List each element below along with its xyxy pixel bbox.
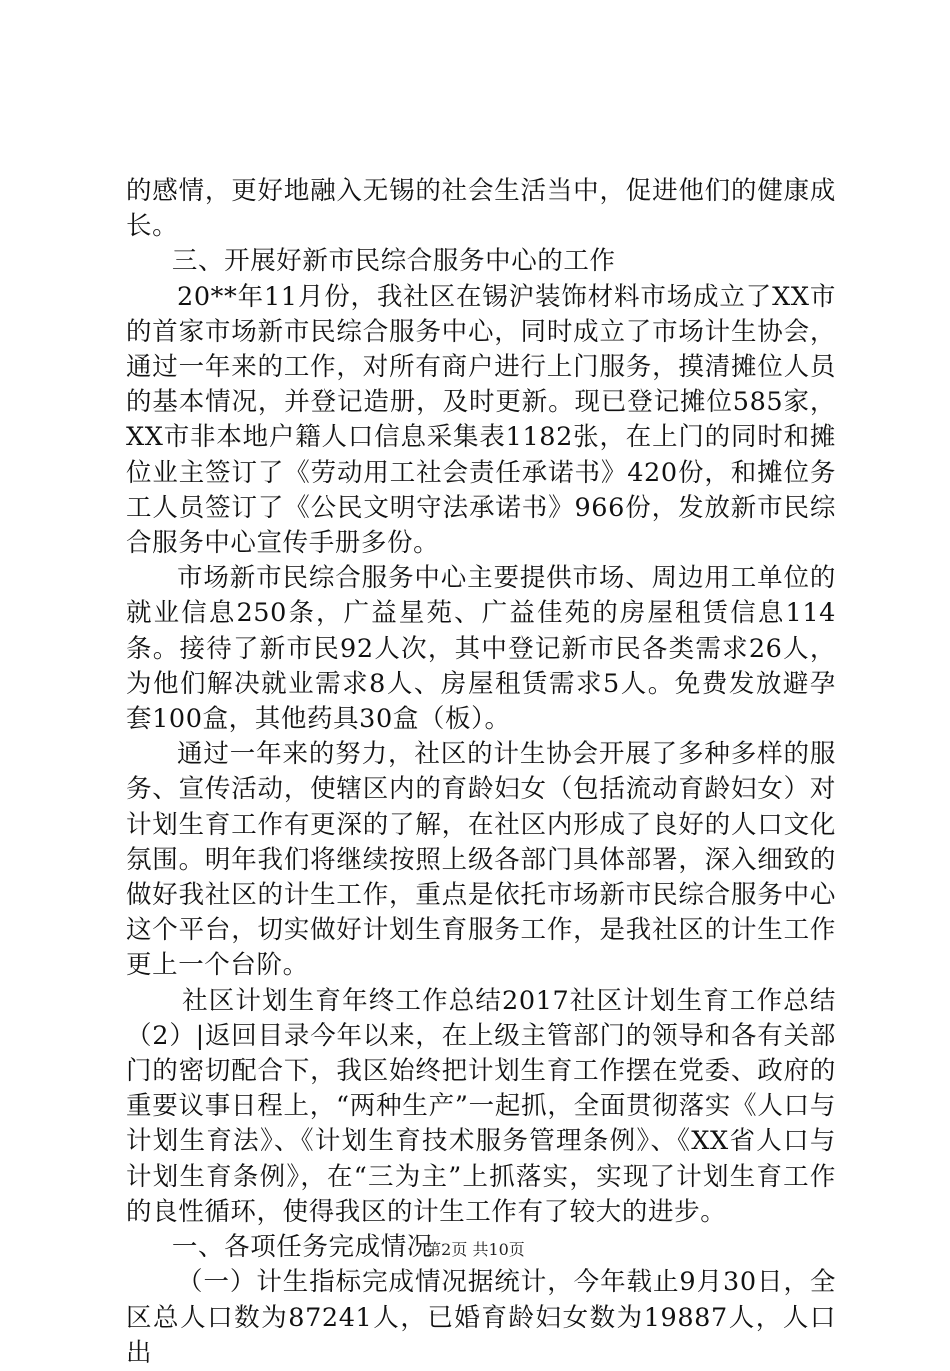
section-heading-three: 三、开展好新市民综合服务中心的工作 — [171, 246, 616, 277]
paragraph-year-efforts: 通过一年来的努力，社区的计生协会开展了多种多样的服务、宣传活动，使辖区内的育龄妇女（包括流动育龄妇女）对计划生育工作有更深的了解，在社区内形成了良好的人口文化氛围。明年我们将继续按照上级各部门具体部署，深入细致的做好我社区的计生工作，重点是依托市场新市民综合服务中心这个平台，切实做好计划生育服务工作，是我社区的计生工作更上一个台阶。 — [126, 739, 836, 981]
page-number-footer: 第2页 共10页 — [425, 1240, 525, 1259]
section-heading-one: 一、各项任务完成情况 — [171, 1232, 433, 1263]
document-body — [126, 174, 836, 1371]
paragraph-service-center: 20**年11月份，我社区在锡沪装饰材料市场成立了XX市的首家市场新市民综合服务中心，同时成立了市场计生协会，通过一年来的工作，对所有商户进行上门服务，摸清摊位人员的基本情况，并登记造册，及时更新。现已登记摊位585家，XX市非本地户籍人口信息采集表1182张，在上门的同时和摊位业主签订了《劳动用工社会责任承诺书》420份，和摊位务工人员签订了《公民文明守法承诺书》966份，发放新市民综合服务中心宣传手册多份。 — [126, 281, 836, 559]
paragraph-indicators: （一）计生指标完成情况据统计，今年载止9月30日，全区总人口数为87241人，已婚育龄妇女数为19887人，人口出 — [126, 1267, 836, 1368]
paragraph-continuation: 的感情，更好地融入无锡的社会生活当中，促进他们的健康成长。 — [126, 176, 836, 242]
paragraph-center-services: 市场新市民综合服务中心主要提供市场、周边用工单位的就业信息250条，广益星苑、广益佳苑的房屋租赁信息114条。接待了新市民92人次，其中登记新市民各类需求26人，为他们解决就业需求8人、房屋租赁需求5人。免费发放避孕套100盒，其他药具30盒（板）。 — [126, 563, 836, 735]
paragraph-annual-summary: 社区计划生育年终工作总结2017社区计划生育工作总结（2）|返回目录今年以来，在上级主管部门的领导和各有关部门的密切配合下，我区始终把计划生育工作摆在党委、政府的重要议事日程上，“两种生产”一起抓，全面贯彻落实《人口与计划生育法》、《计划生育技术服务管理条例》、《XX省人口与计划生育条例》，在“三为主”上抓落实，实现了计划生育工作的良性循环，使得我区的计生工作有了较大的进步。 — [126, 985, 836, 1227]
